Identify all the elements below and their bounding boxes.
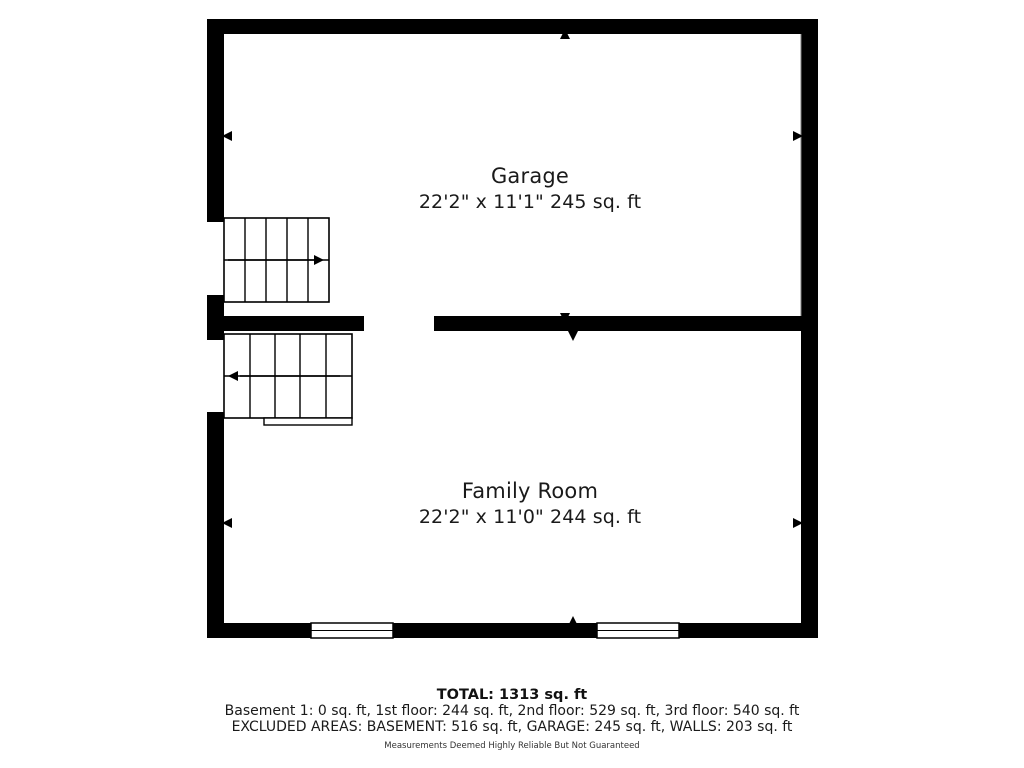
total-area-text: TOTAL: 1313 sq. ft xyxy=(436,687,588,703)
wall-family-bottom xyxy=(207,623,818,638)
room-name-family-room: Family Room xyxy=(461,479,599,503)
disclaimer-text: Measurements Deemed Highly Reliable But Not Guaranteed xyxy=(384,741,640,751)
dimension-marker-family-top xyxy=(568,331,578,341)
dimension-marker-family-bottom xyxy=(568,616,578,626)
staircase-lower xyxy=(224,334,352,425)
wall-garage-top xyxy=(207,19,818,34)
room-dimensions-garage: 22'2" x 11'1" 245 sq. ft xyxy=(418,190,642,213)
room-name-garage: Garage xyxy=(490,164,570,188)
wall-family-left-opening xyxy=(207,340,224,412)
floor-breakdown-text: Basement 1: 0 sq. ft, 1st floor: 244 sq. ft, 2nd floor: 529 sq. ft, 3rd floor: 540 sq. ft xyxy=(224,703,800,719)
excluded-areas-text: EXCLUDED AREAS: BASEMENT: 516 sq. ft, GARAGE: 245 sq. ft, WALLS: 203 sq. ft xyxy=(231,719,793,735)
wall-garage-bottom-right xyxy=(434,316,818,331)
wall-garage-left-upper xyxy=(207,19,224,222)
room-label-family-room xyxy=(330,478,730,529)
room-label-garage xyxy=(330,163,730,214)
wall-garage-bottom-left xyxy=(207,316,364,331)
room-dimensions-family-room: 22'2" x 11'0" 244 sq. ft xyxy=(418,505,642,528)
staircase-upper xyxy=(224,218,329,302)
wall-family-right xyxy=(801,316,818,638)
wall-garage-right xyxy=(801,19,818,316)
